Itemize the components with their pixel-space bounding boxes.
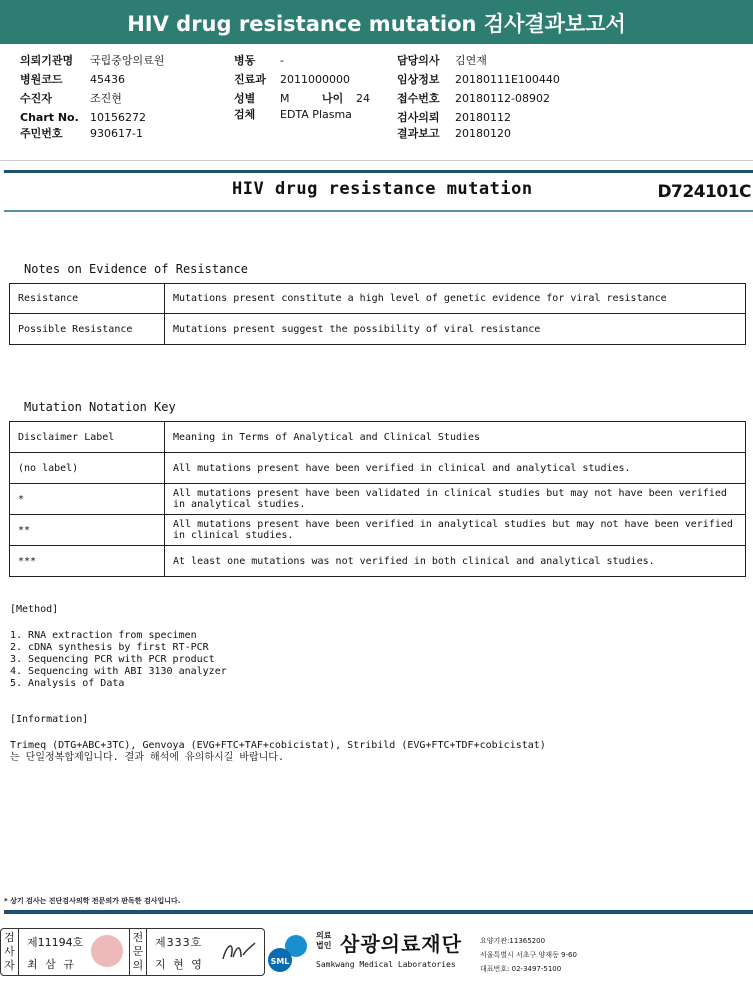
info-value: 20180120 xyxy=(455,127,511,140)
lab-prefix: 의료 법인 xyxy=(316,931,332,950)
method-step: 4. Sequencing with ABI 3130 analyzer xyxy=(10,666,227,677)
info-value: 24 xyxy=(356,92,370,105)
info-value: 10156272 xyxy=(90,111,146,124)
info-label: 병동 xyxy=(234,54,256,67)
information-title: [Information] xyxy=(10,714,89,725)
key-title: Mutation Notation Key xyxy=(24,400,176,414)
information-line: 는 단일정복합제입니다. 결과 해석에 유의하시길 바랍니다. xyxy=(10,752,284,763)
table-cell: * xyxy=(10,484,165,515)
report-banner: HIV drug resistance mutation 검사결과보고서 xyxy=(0,0,753,44)
signature-mark xyxy=(219,937,259,967)
info-value: 930617-1 xyxy=(90,127,143,140)
info-label: 성별 xyxy=(234,92,256,105)
lab-name: 삼광의료재단 xyxy=(340,932,462,956)
patient-info-col3 xyxy=(397,51,560,141)
table-cell: Meaning in Terms of Analytical and Clinical Studies xyxy=(165,422,746,453)
table-row xyxy=(10,284,746,314)
title-rule xyxy=(4,210,753,212)
info-label: 주민번호 xyxy=(20,127,63,140)
table-row xyxy=(10,453,746,484)
info-value: M xyxy=(280,92,290,105)
info-value: 김연재 xyxy=(455,54,487,67)
table-row xyxy=(10,484,746,515)
info-label: 수진자 xyxy=(20,92,52,105)
table-row xyxy=(10,314,746,345)
info-value: 국립중앙의료원 xyxy=(90,54,165,67)
information-line: Trimeq (DTG+ABC+3TC), Genvoya (EVG+FTC+TAF+cobicistat), Stribild (EVG+FTC+TDF+cobicistat) xyxy=(10,740,546,751)
key-table xyxy=(9,421,746,577)
lab-info xyxy=(480,934,577,976)
table-row xyxy=(10,546,746,577)
info-label: 나이 xyxy=(322,92,344,105)
table-cell: All mutations present have been verified in clinical and analytical studies. xyxy=(165,453,746,484)
info-value: 20180111E100440 xyxy=(455,73,560,86)
table-cell: Mutations present constitute a high level of genetic evidence for viral resistance xyxy=(165,284,746,314)
divider xyxy=(0,160,753,161)
notes-table xyxy=(9,283,746,345)
info-value: 45436 xyxy=(90,73,125,86)
info-value: 20180112 xyxy=(455,111,511,124)
method-title: [Method] xyxy=(10,604,59,615)
method-step: 2. cDNA synthesis by first RT-PCR xyxy=(10,642,209,653)
footnote: * 상기 검사는 진단검사의학 전문의가 판독한 검사입니다. xyxy=(4,897,181,905)
table-cell: Disclaimer Label xyxy=(10,422,165,453)
reviewer-label: 전문의 xyxy=(129,929,147,975)
table-cell: Resistance xyxy=(10,284,165,314)
info-label: 병원코드 xyxy=(20,73,63,86)
table-cell: At least one mutations was not verified in both clinical and analytical studies. xyxy=(165,546,746,577)
info-label: 의뢰기관명 xyxy=(20,54,74,67)
signature-box xyxy=(0,928,265,976)
info-label: Chart No. xyxy=(20,111,79,124)
reviewer-name: 지 현 영 xyxy=(155,958,204,971)
table-cell: All mutations present have been validated in clinical studies but may not have been verified in analytical studies. xyxy=(165,484,746,515)
lab-english-name: Samkwang Medical Laboratories xyxy=(316,960,456,969)
lab-phone: 대표번호: 02-3497-5100 xyxy=(480,965,562,973)
lab-logo xyxy=(266,928,312,974)
lab-address: 서울특별시 서초구 양재동 9-60 xyxy=(480,951,577,959)
notes-title: Notes on Evidence of Resistance xyxy=(24,262,248,276)
bottom-rule xyxy=(4,910,753,914)
table-cell: ** xyxy=(10,515,165,546)
method-step: 3. Sequencing PCR with PCR product xyxy=(10,654,215,665)
inspector-number: 제11194호 xyxy=(27,936,84,949)
inspector-name: 최 삼 규 xyxy=(27,958,76,971)
reviewer-number: 제333호 xyxy=(155,936,203,949)
info-value: 2011000000 xyxy=(280,73,350,86)
info-value: EDTA Plasma xyxy=(280,108,352,121)
info-label: 결과보고 xyxy=(397,127,440,140)
inspector-seal xyxy=(91,935,123,967)
table-cell: *** xyxy=(10,546,165,577)
info-label: 임상정보 xyxy=(397,73,440,86)
lab-code: 요양기관:11365200 xyxy=(480,937,546,945)
table-cell: (no label) xyxy=(10,453,165,484)
patient-info-col1 xyxy=(20,51,164,141)
logo-text: SML xyxy=(270,957,290,966)
info-label: 검사의뢰 xyxy=(397,111,440,124)
table-row xyxy=(10,422,746,453)
top-rule xyxy=(4,170,753,173)
info-label: 접수번호 xyxy=(397,92,440,105)
info-label: 진료과 xyxy=(234,73,266,86)
table-cell: Mutations present suggest the possibility of viral resistance xyxy=(165,314,746,345)
info-value: - xyxy=(280,54,284,67)
method-step: 1. RNA extraction from specimen xyxy=(10,630,197,641)
patient-info-col2 xyxy=(234,51,370,122)
table-cell: Possible Resistance xyxy=(10,314,165,345)
footer xyxy=(0,920,753,990)
table-row xyxy=(10,515,746,546)
method-step: 5. Analysis of Data xyxy=(10,678,125,689)
info-value: 조진현 xyxy=(90,92,122,105)
report-title: HIV drug resistance mutation xyxy=(232,179,533,199)
inspector-label: 검사자 xyxy=(1,929,19,975)
info-label: 검체 xyxy=(234,108,256,121)
report-code: D724101C xyxy=(657,182,751,202)
info-value: 20180112-08902 xyxy=(455,92,550,105)
info-label: 담당의사 xyxy=(397,54,440,67)
table-cell: All mutations present have been verified in analytical studies but may not have been verified in clinical studies. xyxy=(165,515,746,546)
